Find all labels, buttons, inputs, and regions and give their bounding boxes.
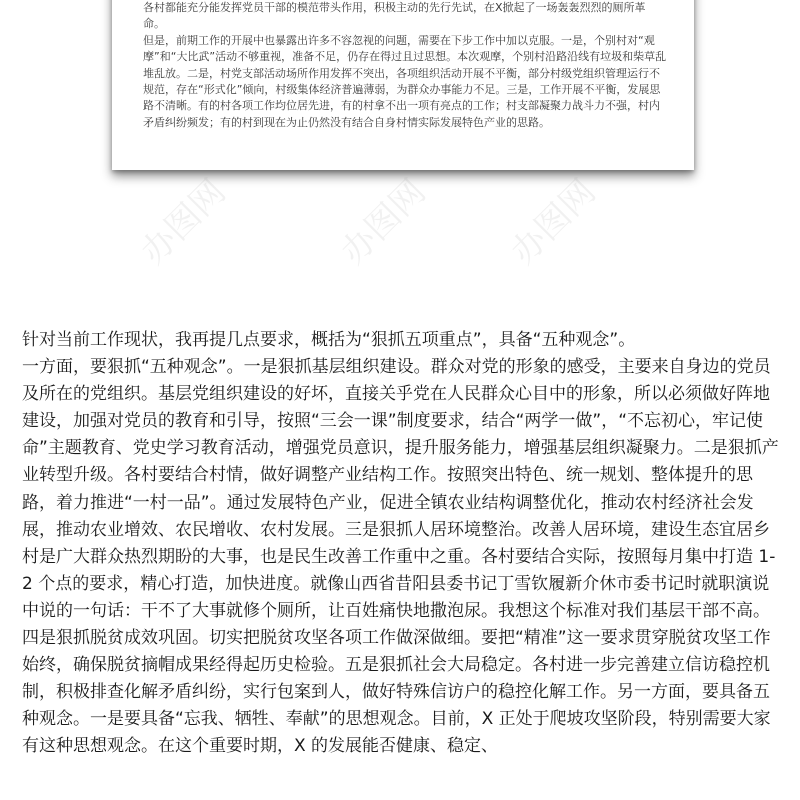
watermark: 办图网 — [133, 171, 234, 273]
body-paragraphs: 针对当前工作现状，我再提几点要求，概括为“狠抓五项重点”，具备“五种观念”。 一方面，要狠抓“五种观念”。一是狠抓基层组织建设。群众对党的形象的感受，主要来自身边的党员及所在的党组织。基层党组织建设的好坏，直接关乎党在人民群众心目中的形象，所以必须做好阵地建设，加强对党员的教育和引导，按照“三会一课”制度要求，结合“两学一做”，“不忘初心，牢记使命”主题教育、党史学习教育活动，增强党员意识，提升服务能力，增强基层组织凝聚力。二是狠抓产业转型升级。各村要结合村情，做好调整产业结构工作。按照突出特色、统一规划、整体提升的思路，着力推进“一村一品”。通过发展特色产业，促进全镇农业结构调整优化，推动农村经济社会发展，推动农业增效、农民增收、农村发展。三是狠抓人居环境整治。改善人居环境，建设生态宜居乡村是广大群众热烈期盼的大事，也是民生改善工作重中之重。各村要结合实际，按照每月集中打造 1-2 个点的要求，精心打造，加快进度。就像山西省昔阳县委书记丁雪钦履新介休市委书记时就职演说中说的一句话：干不了大事就修个厕所，让百姓痛快地撒泡尿。我想这个标准对我们基层干部不高。四是狠抓脱贫成效巩固。切实把脱贫攻坚各项工作做深做细。要把“精准”这一要求贯穿脱贫攻坚工作始终，确保脱贫摘帽成果经得起历史检验。五是狠抓社会大局稳定。各村进一步完善建立信访稳控机制，积极排查化解矛盾纠纷，实行包案到人，做好特殊信访户的稳控化解工作。另一方面，要具备五种观念。一是要具备“忘我、牺牲、奉献”的思想观念。目前，X 正处于爬坡攻坚阶段，特别需要大家有这种思想观念。在这个重要时期，X 的发展能否健康、稳定、 — [22, 330, 779, 757]
document-preview-card — [112, 0, 694, 170]
watermark: 办图网 — [503, 171, 604, 273]
watermark: 办图网 — [333, 171, 434, 273]
card-paragraphs: 各村都能充分能发挥党员干部的模范带头作用，积极主动的先行先试，在X掀起了一场轰轰烈烈的厕所革命。 但是，前期工作的开展中也暴露出许多不容忽视的问题，需要在下步工作中加以克服。一是，个别村对“观摩”和“大比武”活动不够重视，准备不足，仍存在得过且过思想。本次观摩，个别村沿路沿线有垃圾和柴草乱堆乱放。二是，村党支部活动场所作用发挥不突出，各项组织活动开展不平衡，部分村级党组织管理运行不规范，存在“形式化”倾向，村级集体经济普遍薄弱，为群众办事能力不足。三是，工作开展不平衡，发展思路不清晰。有的村各项工作均位居先进，有的村拿不出一项有亮点的工作；村支部凝聚力战斗力不强，村内矛盾纠纷频发；有的村到现在为止仍然没有结合自身村情实际发展特色产业的思路。 — [143, 1, 667, 129]
